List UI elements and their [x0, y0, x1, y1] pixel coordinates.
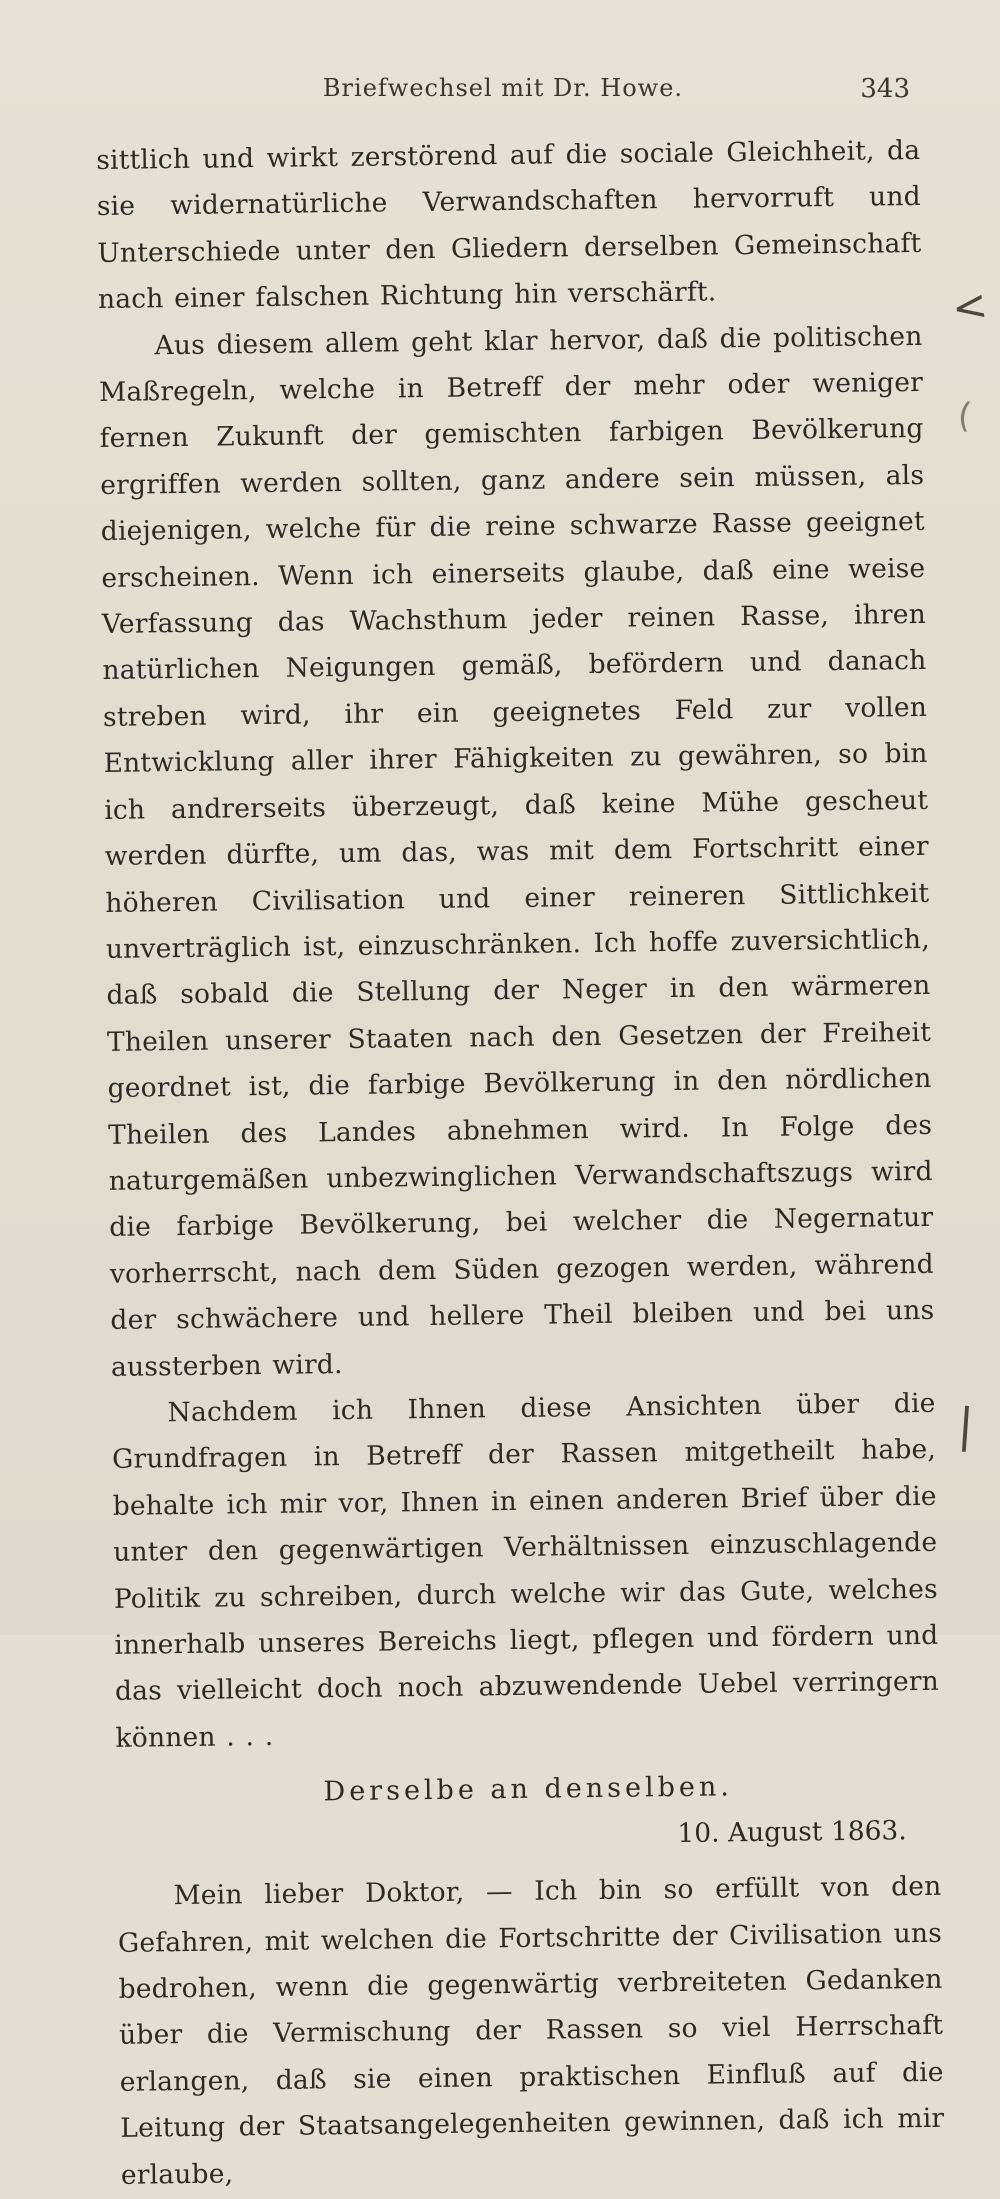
page-number: 343 — [860, 74, 910, 104]
margin-line-mark: | — [956, 1397, 976, 1453]
letter-opening: Mein lieber Doktor, — Ich bin so erfüllt von den Gefahren, mit welchen die Fortschritte der Civilisation uns bedrohen, wenn die gegenwärtig verbreiteten Gedanken über die Vermischung der Rassen so viel Herrschaft erlangen, daß sie einen praktischen Einfluß auf die Leitung der Staatsangelegenheiten gewinnen, daß ich mir erlaube, — [117, 1871, 945, 2191]
letter-date: 10. August 1863. — [677, 1815, 907, 1850]
margin-bracket-mark: < — [948, 279, 991, 334]
paragraph-continuation: sittlich und wirkt zerstörend auf die sociale Gleichheit, da sie widernatürliche Verwandschaften hervorruft und Unterschiede unter den Gliedern derselben Gemeinschaft nach einer falschen Richtung hin verschärft. — [96, 134, 922, 316]
page-header — [96, 74, 910, 114]
letter-heading: Derselbe an denselben. — [323, 1771, 734, 1808]
paragraph-political-measures: Aus diesem allem geht klar hervor, daß die politischen Maßregeln, welche in Betreff der mehr oder weniger fernen Zukunft der gemischten farbigen Bevölkerung ergriffen werden sollten, ganz andere sein müssen, als diejenigen, welche für die reine schwarze Rasse geeignet erscheinen. Wenn ich einerseits glaube, daß eine weise Verfassung das Wachsthum jeder reinen Rasse, ihren natürlichen Neigungen gemäß, befördern und danach streben wird, ihr ein geeignetes Feld zur vollen Entwicklung aller ihrer Fähigkeiten zu gewähren, so bin ich andrerseits überzeugt, daß keine Mühe gescheut werden dürfte, um das, was mit dem Fortschritt einer höheren Civilisation und einer reineren Sittlichkeit unverträglich ist, einzuschränken. Ich hoffe zuversichtlich, daß sobald die Stellung der Neger in den wärmeren Theilen unserer Staaten nach den Gesetzen der Freiheit geordnet ist, die farbige Bevölkerung in den nördlichen Theilen des Landes abnehmen wird. In Folge des naturgemäßen unbezwinglichen Verwandschaftszugs wird die farbige Bevölkerung, bei welcher die Negernatur vorherrscht, nach dem Süden gezogen werden, während der schwächere und hellere Theil bleiben und bei uns aussterben wird. — [98, 320, 935, 1383]
running-head: Briefwechsel mit Dr. Howe. — [322, 74, 684, 102]
margin-curve-mark: ( — [955, 395, 974, 437]
paragraph-closing: Nachdem ich Ihnen diese Ansichten über die Grundfragen in Betreff der Rassen mitgetheilt habe, behalte ich mir vor, Ihnen in einen anderen Brief über die unter den gegenwärtigen Verhältnissen einzuschlagende Politik zu schreiben, durch welche wir das Gute, welches innerhalb unseres Bereichs liegt, pflegen und fördern und das vielleicht doch noch abzuwendende Uebel verringern können . . . — [111, 1387, 940, 1754]
body-text — [96, 128, 945, 2199]
